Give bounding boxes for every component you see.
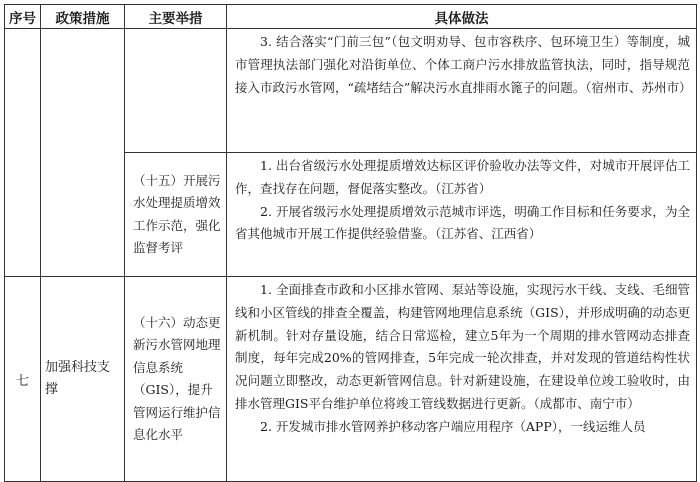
policy-table [4,4,697,482]
row-index [5,29,41,277]
row-practice [227,153,697,277]
row-measure: （十五）开展污水处理提质增效工作示范，强化监督考评 [125,153,227,277]
header-practice: 具体做法 [227,5,697,29]
row-policy [41,29,125,277]
row-practice [227,29,697,153]
practice-paragraph: 1. 全面排查市政和小区排水管网、泵站等设施，实现污水干线、支线、毛细管线和小区管线的排查全覆盖，构建管网地理信息系统（GIS），并形成明确的动态更新机制。针对存量设施，结合日常巡检，建立5年为一个周期的排水管网动态排查制度，每年完成20%的管网排查，5年完成一轮次排查，并对发现的管道结构性状况问题立即整改，动态更新管网信息。针对新建设施，在建设单位竣工验收时，由排水管理GIS平台维护单位将竣工管线数据进行更新。（成都市、南宁市） [235,282,690,411]
practice-paragraph: 2. 开展省级污水处理提质增效示范城市评选，明确工作目标和任务要求，为全省其他城市开展工作提供经验借鉴。（江苏省、江西省） [235,203,690,242]
header-measure: 主要举措 [125,5,227,29]
table-row [5,29,697,153]
row-policy: 加强科技支撑 [41,277,125,482]
header-index: 序号 [5,5,41,29]
row-practice [227,277,697,482]
practice-paragraph: 1. 出台省级污水处理提质增效达标区评价验收办法等文件，对城市开展评估工作，查找存在问题，督促落实整改。（江苏省） [235,158,690,196]
row-measure [125,29,227,153]
row-measure: （十六）动态更新污水管网地理信息系统（GIS），提升管网运行维护信息化水平 [125,277,227,482]
header-policy: 政策措施 [41,5,125,29]
table-row [5,277,697,482]
practice-paragraph: 3. 结合落实“门前三包”（包文明劝导、包市容秩序、包环境卫生）等制度，城市管理执法部门强化对沿街单位、个体工商户污水排放监管执法，同时，指导规范接入市政污水管网，“疏堵结合”解决污水直排雨水篦子的问题。（宿州市、苏州市） [235,34,692,95]
practice-paragraph: 2. 开发城市排水管网养护移动客户端应用程序（APP），一线运维人员 [260,418,646,434]
row-index: 七 [5,277,41,482]
table-header-row [5,5,697,29]
